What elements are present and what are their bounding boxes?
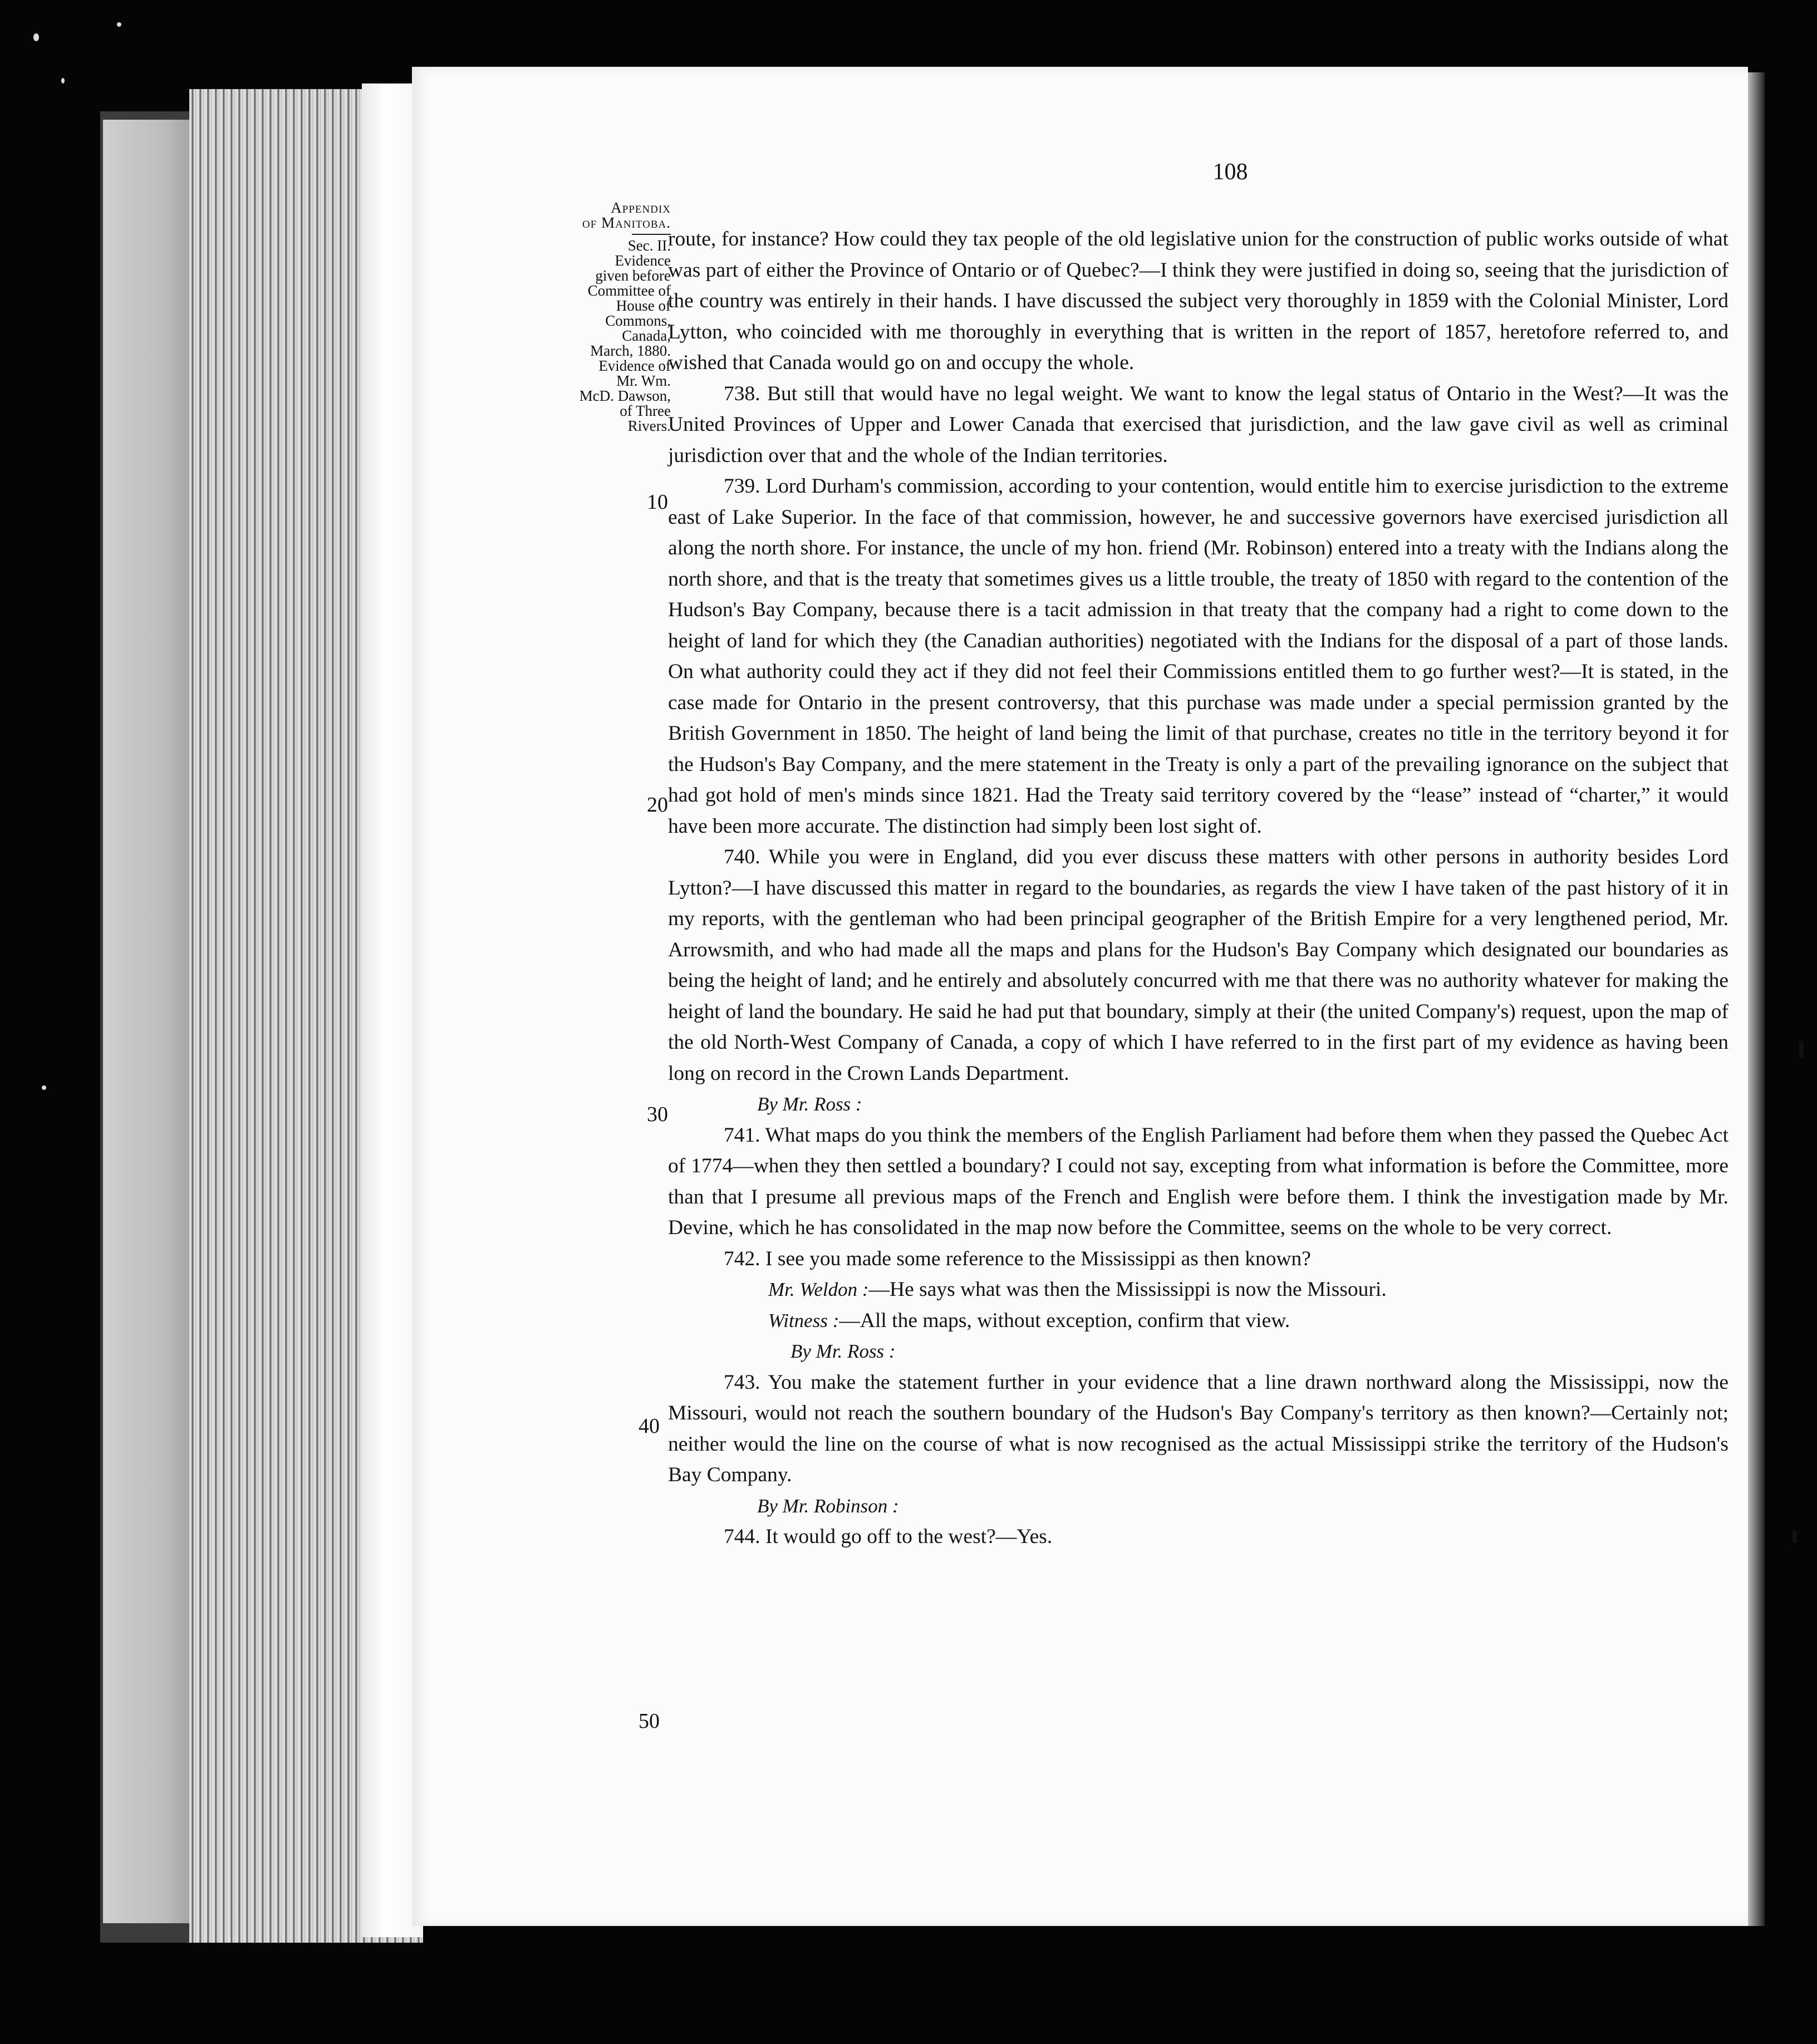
dust-speck [117,22,121,27]
line-number: 20 [647,793,668,817]
side-note-line: McD. Dawson, [579,387,671,404]
paragraph: route, for instance? How could they tax people of the old legislative union for the construction of public works outside of what was part of either the Province of Ontario or of Quebec?—I think they were justified in doing so, seeing that the jurisdiction of the country was entirely in their hands. I have discussed the subject very thoroughly in 1859 with the Colonial Minister, Lord Lytton, who coincided with me thoroughly in everything that is written in the report of 1857, heretofore referred to, and wished that Canada would go on and occupy the whole. [668,228,1728,374]
paragraph-741: 741. What maps do you think the members of the English Parliament had before them when they passed the Quebec Act of 1774—when they then settled a boundary? I could not say, excepting from what information is before the Committee, more than that I presume all previous maps of the French and English were before them. I think the investigation made by Mr. Devine, which he has consolidated in the map now before the Committee, seems on the whole to be very correct. [668,1123,1728,1239]
dialog-speaker: Mr. Weldon : [768,1279,869,1300]
page-right-shadow [1748,72,1765,1926]
paragraph-738: 738. But still that would have no legal weight. We want to know the legal status of Ontario in the West?—It was the United Provinces of Upper and Lower Canada that exercised that jurisdiction, and the law gave civil as well as criminal jurisdiction over that and the whole of the Indian territories. [668,382,1728,467]
side-note-line: given before [595,267,671,284]
dust-speck [61,78,65,83]
dialog-speaker: Witness : [768,1309,839,1331]
paragraph-740: 740. While you were in England, did you ever discuss these matters with other persons in authority besides Lord Lytton?—I have discussed this matter in regard to the boundaries, as regards the view I have taken of the past history of it in my reports, with the gentleman who had been principal geographer of the British Empire for a very lengthened period, Mr. Arrowsmith, and who had made all the maps and plans for the Hudson's Bay Company which designated our boundaries as being the height of land; and he entirely and absolutely concurred with me that there was no authority whatever for making the height of land the boundary. He said he had put that boundary, simply at their (the united Company's) request, upon the map of the old North-West Company of Canada, a copy of which I have referred to in the first part of my evidence as having been long on record in the Crown Lands Department. [668,846,1728,1085]
paragraph-744: 744. It would go off to the west?—Yes. [724,1525,1053,1548]
side-note-line: of Three [620,402,671,419]
margin-mark [1799,1041,1804,1058]
side-note-line: House of [616,297,671,314]
margin-mark [1793,1531,1797,1543]
side-note-title: of Manitoba. [582,214,671,231]
line-number: 30 [647,1103,668,1126]
page-number: 108 [1212,159,1248,185]
side-note-line: Commons, [605,312,671,329]
side-note-line: Evidence of [598,357,671,374]
dialog-text: —All the maps, without exception, confirm that view. [839,1309,1290,1332]
side-note-line: Rivers. [627,417,671,434]
speaker-heading: By Mr. Robinson : [757,1495,899,1517]
dialog-line [668,1274,1728,1305]
dialog-text: —He says what was then the Mississippi is now the Missouri. [868,1278,1387,1301]
dust-speck [42,1085,46,1090]
dialog-line [668,1305,1728,1337]
side-note-title: Appendix [611,199,671,216]
paragraph-742: 742. I see you made some reference to the Mississippi as then known? [724,1247,1311,1270]
paragraph-743: 743. You make the statement further in your evidence that a line drawn northward along the Mississippi, now the Missouri, would not reach the southern boundary of the Hudson's Bay Company's territory as then known?—Certainly not; neither would the line on the course of what is now recognised as the actual Mississippi strike the territory of the Hudson's Bay Company. [668,1370,1728,1486]
side-note-line: Evidence [615,252,671,269]
paragraph-739: 739. Lord Durham's commission, according to your contention, would entitle him to exercise jurisdiction to the extreme east of Lake Superior. In the face of that commission, however, he and successive governors have exercised jurisdiction all along the north shore. For instance, the uncle of my hon. friend (Mr. Robinson) entered into a treaty with the Indians along the north shore, and that is the treaty that sometimes gives us a little trouble, the treaty of 1850 with regard to the contention of the Hudson's Bay Company, because there is a tacit admission in that treaty that the company had a right to come down to the height of land for which they (the Canadian authorities) negotiated with the Indians for the disposal of a part of those lands. On what authority could they act if they did not feel their Commissions entitled them to go further west?—It is stated, in the case made for Ontario in the present controversy, that this purchase was made under a special permission granted by the British Government in 1850. The height of land being the limit of that purchase, creates no title in the territory beyond it for the Hudson's Bay Company, and the mere statement in the Treaty is only a part of the prevailing ignorance on the subject that had got hold of men's minds since 1821. Had the Treaty said territory covered by the “lease” instead of “charter,” it would have been more accurate. The distinction had simply been lost sight of. [668,475,1728,838]
speaker-heading: By Mr. Ross : [790,1340,896,1362]
line-number: 40 [639,1414,660,1438]
side-note-rule [632,234,671,235]
side-note [548,200,671,434]
dust-speck [33,33,39,41]
line-number: 10 [647,490,668,514]
body-text [668,224,1728,1552]
line-number: 50 [639,1709,660,1733]
speaker-heading: By Mr. Ross : [757,1093,862,1115]
side-note-line: Canada, [622,327,671,344]
side-note-line: Sec. II. [627,237,671,254]
side-note-line: Mr. Wm. [616,372,671,389]
side-note-line: Committee of [587,282,671,299]
book-cover-edge [103,120,203,1923]
side-note-line: March, 1880. [590,342,671,359]
